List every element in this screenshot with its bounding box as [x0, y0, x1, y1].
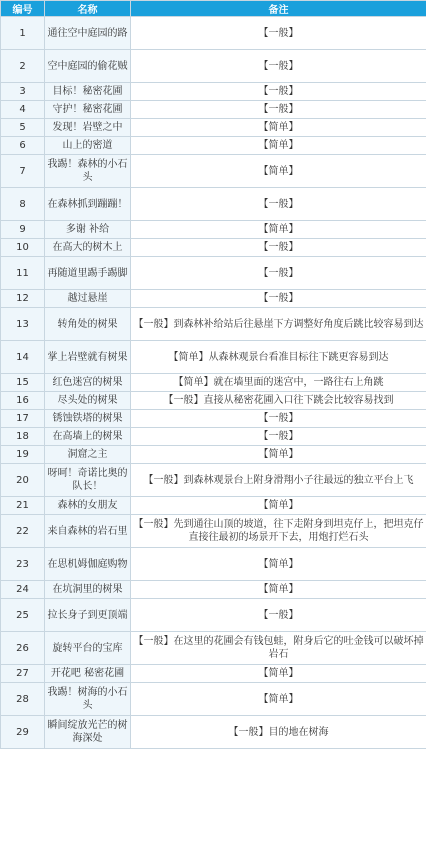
table-row — [1, 257, 426, 290]
cell-num: 21 — [1, 497, 45, 515]
cell-name: 锈蚀铁塔的树果 — [45, 410, 131, 428]
table-row — [1, 221, 426, 239]
table-row — [1, 410, 426, 428]
table-row — [1, 101, 426, 119]
table-row — [1, 632, 426, 665]
cell-note: 【一般】 — [131, 428, 426, 446]
cell-name: 在高墙上的树果 — [45, 428, 131, 446]
cell-name: 在高大的树木上 — [45, 239, 131, 257]
table-row — [1, 428, 426, 446]
table-header — [1, 1, 426, 17]
cell-note: 【一般】 — [131, 290, 426, 308]
cell-name: 山上的密道 — [45, 137, 131, 155]
cell-name: 红色迷宫的树果 — [45, 374, 131, 392]
table-row — [1, 290, 426, 308]
cell-name: 掌上岩壁就有树果 — [45, 341, 131, 374]
cell-name: 通往空中庭园的路 — [45, 17, 131, 50]
cell-name: 越过悬崖 — [45, 290, 131, 308]
cell-num: 26 — [1, 632, 45, 665]
header-num: 编号 — [1, 1, 45, 17]
cell-num: 7 — [1, 155, 45, 188]
cell-name: 目标！秘密花圃 — [45, 83, 131, 101]
cell-num: 24 — [1, 581, 45, 599]
cell-num: 17 — [1, 410, 45, 428]
cell-num: 12 — [1, 290, 45, 308]
table-row — [1, 497, 426, 515]
cell-note: 【简单】 — [131, 446, 426, 464]
cell-note: 【一般】 — [131, 50, 426, 83]
table-row — [1, 515, 426, 548]
cell-num: 15 — [1, 374, 45, 392]
cell-name: 我踢！森林的小石头 — [45, 155, 131, 188]
cell-name: 来自森林的岩石里 — [45, 515, 131, 548]
table-row — [1, 716, 426, 749]
cell-name: 开花吧 秘密花圃 — [45, 665, 131, 683]
table-row — [1, 581, 426, 599]
cell-name: 尽头处的树果 — [45, 392, 131, 410]
cell-num: 22 — [1, 515, 45, 548]
cell-num: 5 — [1, 119, 45, 137]
cell-num: 4 — [1, 101, 45, 119]
cell-note: 【简单】从森林观景台看准目标往下跳更容易到达 — [131, 341, 426, 374]
cell-name: 多谢 补给 — [45, 221, 131, 239]
cell-note: 【一般】 — [131, 599, 426, 632]
cell-name: 呀呵！奇诺比奥的队长！ — [45, 464, 131, 497]
cell-num: 2 — [1, 50, 45, 83]
table-row — [1, 188, 426, 221]
cell-num: 20 — [1, 464, 45, 497]
cell-num: 18 — [1, 428, 45, 446]
cell-num: 9 — [1, 221, 45, 239]
table-row — [1, 308, 426, 341]
cell-num: 13 — [1, 308, 45, 341]
cell-name: 在坑洞里的树果 — [45, 581, 131, 599]
cell-name: 瞬间绽放光芒的树海深处 — [45, 716, 131, 749]
cell-name: 空中庭园的偷花贼 — [45, 50, 131, 83]
table-row — [1, 464, 426, 497]
cell-name: 拉长身子到更顶端 — [45, 599, 131, 632]
cell-note: 【简单】 — [131, 683, 426, 716]
cell-name: 在思机姆伽庭购物 — [45, 548, 131, 581]
cell-num: 10 — [1, 239, 45, 257]
cell-num: 3 — [1, 83, 45, 101]
table-row — [1, 683, 426, 716]
cell-name: 我踢！树海的小石头 — [45, 683, 131, 716]
cell-num: 11 — [1, 257, 45, 290]
cell-name: 旋转平台的宝库 — [45, 632, 131, 665]
cell-note: 【一般】到森林观景台上附身滑翔小子往最远的独立平台上飞 — [131, 464, 426, 497]
table-row — [1, 341, 426, 374]
cell-note: 【一般】直接从秘密花圃入口往下跳会比较容易找到 — [131, 392, 426, 410]
cell-note: 【一般】 — [131, 101, 426, 119]
table-row — [1, 17, 426, 50]
cell-note: 【简单】 — [131, 581, 426, 599]
cell-num: 27 — [1, 665, 45, 683]
cell-note: 【简单】 — [131, 497, 426, 515]
cell-note: 【简单】 — [131, 137, 426, 155]
cell-num: 23 — [1, 548, 45, 581]
cell-note: 【一般】 — [131, 17, 426, 50]
cell-note: 【一般】 — [131, 410, 426, 428]
cell-note: 【简单】 — [131, 155, 426, 188]
cell-num: 25 — [1, 599, 45, 632]
cell-note: 【一般】到森林补给站后往悬崖下方调整好角度后跳比较容易到达 — [131, 308, 426, 341]
cell-name: 再随道里踢手踢脚 — [45, 257, 131, 290]
cell-name: 发现！岩壁之中 — [45, 119, 131, 137]
cell-name: 在森林抓到蹦蹦！ — [45, 188, 131, 221]
cell-note: 【简单】 — [131, 221, 426, 239]
cell-name: 洞窟之主 — [45, 446, 131, 464]
table-row — [1, 239, 426, 257]
cell-note: 【一般】先到通往山顶的坡道，往下走附身到坦克仔上，把坦克仔直接往最初的场景开下去，用炮打烂石头 — [131, 515, 426, 548]
table-row — [1, 392, 426, 410]
cell-note: 【一般】 — [131, 188, 426, 221]
table-row — [1, 665, 426, 683]
cell-num: 29 — [1, 716, 45, 749]
header-note: 备注 — [131, 1, 426, 17]
table-row — [1, 50, 426, 83]
cell-note: 【一般】 — [131, 257, 426, 290]
cell-num: 19 — [1, 446, 45, 464]
cell-note: 【简单】就在墙里面的迷宫中，一路往右上角跳 — [131, 374, 426, 392]
cell-note: 【简单】 — [131, 119, 426, 137]
cell-name: 森林的女朋友 — [45, 497, 131, 515]
table-row — [1, 137, 426, 155]
table-row — [1, 155, 426, 188]
cell-note: 【简单】 — [131, 665, 426, 683]
cell-note: 【一般】 — [131, 239, 426, 257]
cell-num: 14 — [1, 341, 45, 374]
table-row — [1, 374, 426, 392]
cell-name: 转角处的树果 — [45, 308, 131, 341]
cell-num: 6 — [1, 137, 45, 155]
cell-num: 1 — [1, 17, 45, 50]
cell-num: 16 — [1, 392, 45, 410]
cell-name: 守护！秘密花圃 — [45, 101, 131, 119]
header-row — [1, 1, 426, 17]
table-body — [1, 17, 426, 749]
cell-note: 【一般】在这里的花圃会有钱包蛙，附身后它的吐金钱可以破坏掉岩石 — [131, 632, 426, 665]
cell-num: 28 — [1, 683, 45, 716]
table-row — [1, 548, 426, 581]
table-row — [1, 599, 426, 632]
table-row — [1, 119, 426, 137]
table-row — [1, 83, 426, 101]
cell-note: 【一般】目的地在树海 — [131, 716, 426, 749]
header-name: 名称 — [45, 1, 131, 17]
table-row — [1, 446, 426, 464]
cell-note: 【一般】 — [131, 83, 426, 101]
cell-note: 【简单】 — [131, 548, 426, 581]
cell-num: 8 — [1, 188, 45, 221]
